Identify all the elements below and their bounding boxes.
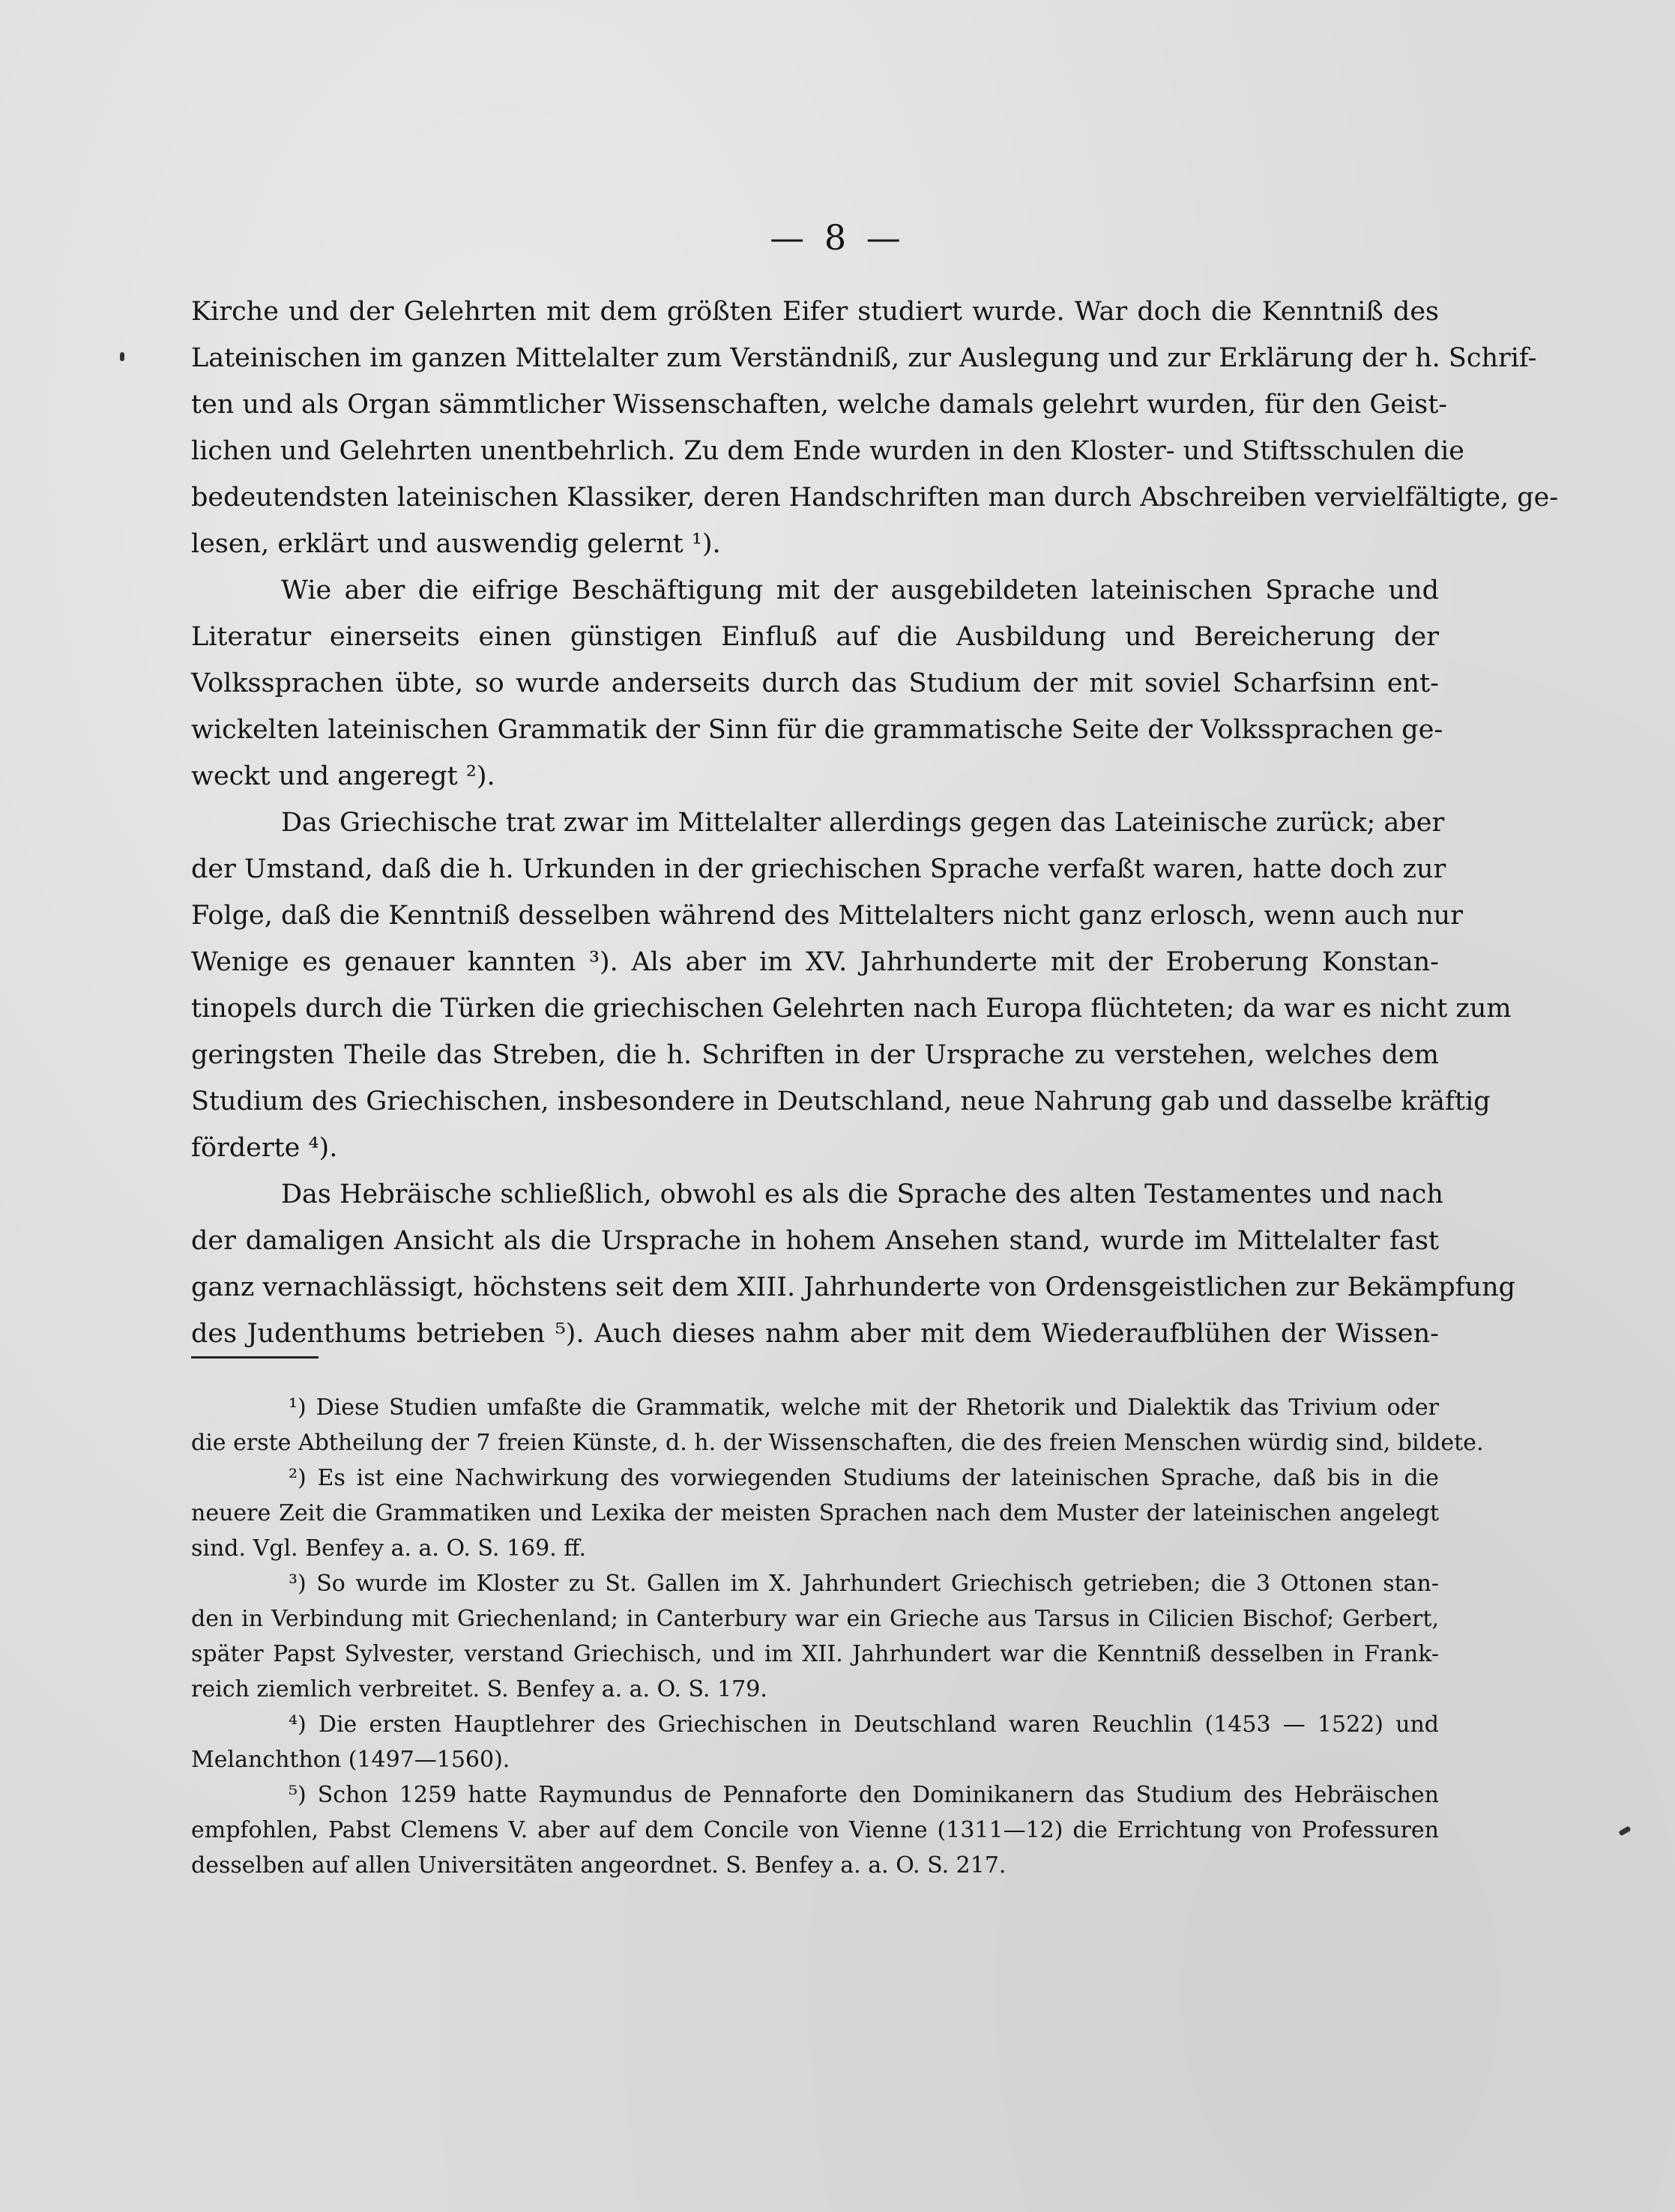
- text-line: wickelten lateinischen Grammatik der Sinn für die grammatische Seite der Volkssprachen ge-: [191, 715, 1443, 745]
- text-line: der Umstand, daß die h. Urkunden in der griechischen Sprache verfaßt waren, hatte doch zur: [191, 854, 1446, 884]
- text-line: Wie aber die eifrige Beschäftigung mit der ausgebildeten lateinischen Sprache und: [281, 575, 1439, 605]
- footnote-line: den in Verbindung mit Griechenland; in Canterbury war ein Grieche aus Tarsus in Cilicien Bischof; Gerbert,: [191, 1606, 1439, 1632]
- footnote-line: empfohlen, Pabst Clemens V. aber auf dem Concile von Vienne (1311—12) die Errichtung von Professuren: [191, 1817, 1439, 1843]
- text-line: Lateinischen im ganzen Mittelalter zum Verständniß, zur Auslegung und zur Erklärung der h. Schrif-: [191, 343, 1537, 373]
- footnote-line: ⁴) Die ersten Hauptlehrer des Griechischen in Deutschland waren Reuchlin (1453 — 1522) und: [289, 1711, 1439, 1738]
- text-line: Volkssprachen übte, so wurde anderseits durch das Studium der mit soviel Scharfsinn ent-: [191, 668, 1439, 698]
- text-line: geringsten Theile das Streben, die h. Schriften in der Ursprache zu verstehen, welches dem: [191, 1040, 1439, 1070]
- text-line: Wenige es genauer kannten ³). Als aber im XV. Jahrhunderte mit der Eroberung Konstan-: [191, 947, 1439, 977]
- footnote-divider: [191, 1356, 319, 1359]
- text-line: Kirche und der Gelehrten mit dem größten Eifer studiert wurde. War doch die Kenntniß des: [191, 297, 1439, 327]
- text-line: förderte ⁴).: [191, 1133, 338, 1163]
- footnote-line: ⁵) Schon 1259 hatte Raymundus de Pennaforte den Dominikanern das Studium des Hebräischen: [289, 1782, 1439, 1808]
- footnote-line: ³) So wurde im Kloster zu St. Gallen im X. Jahrhundert Griechisch getrieben; die 3 Ottonen stan-: [289, 1571, 1439, 1597]
- margin-speck: [1618, 1825, 1631, 1836]
- footnotes: [191, 1390, 1484, 1883]
- text-line: Literatur einerseits einen günstigen Einfluß auf die Ausbildung und Bereicherung der: [191, 622, 1439, 652]
- text-line: des Judenthums betrieben ⁵). Auch dieses nahm aber mit dem Wiederaufblühen der Wissen-: [191, 1319, 1439, 1349]
- footnote-line: neuere Zeit die Grammatiken und Lexika der meisten Sprachen nach dem Muster der lateinischen angelegt: [191, 1500, 1439, 1526]
- text-line: Das Hebräische schließlich, obwohl es als die Sprache des alten Testamentes und nach: [281, 1179, 1443, 1209]
- footnote-line: sind. Vgl. Benfey a. a. O. S. 169. ff.: [191, 1535, 587, 1562]
- footnote-line: desselben auf allen Universitäten angeordnet. S. Benfey a. a. O. S. 217.: [191, 1852, 1006, 1879]
- page-number: — 8 —: [770, 217, 905, 258]
- text-line: Folge, daß die Kenntniß desselben während des Mittelalters nicht ganz erlosch, wenn auch nur: [191, 901, 1463, 931]
- margin-speck: [120, 352, 124, 361]
- footnote-line: später Papst Sylvester, verstand Griechisch, und im XII. Jahrhundert war die Kenntniß desselben in Frank-: [191, 1641, 1439, 1667]
- footnote-line: Melanchthon (1497—1560).: [191, 1747, 510, 1773]
- footnote-line: die erste Abtheilung der 7 freien Künste, d. h. der Wissenschaften, die des freien Menschen würdig sind, bildete.: [191, 1430, 1484, 1456]
- text-line: weckt und angeregt ²).: [191, 761, 495, 791]
- text-line: ganz vernachlässigt, höchstens seit dem XIII. Jahrhunderte von Ordensgeistlichen zur Bekämpfung: [191, 1272, 1516, 1302]
- text-line: ten und als Organ sämmtlicher Wissenschaften, welche damals gelehrt wurden, für den Geist-: [191, 390, 1448, 420]
- text-line: lichen und Gelehrten unentbehrlich. Zu dem Ende wurden in den Kloster- und Stiftsschulen die: [191, 436, 1465, 466]
- main-text: [191, 288, 1559, 1357]
- text-line: tinopels durch die Türken die griechischen Gelehrten nach Europa flüchteten; da war es nicht zum: [191, 994, 1512, 1024]
- footnote-line: ²) Es ist eine Nachwirkung des vorwiegenden Studiums der lateinischen Sprache, daß bis in die: [289, 1465, 1439, 1491]
- text-line: bedeutendsten lateinischen Klassiker, deren Handschriften man durch Abschreiben vervielfältigte, ge-: [191, 483, 1559, 513]
- footnote-line: reich ziemlich verbreitet. S. Benfey a. a. O. S. 179.: [191, 1676, 767, 1702]
- text-line: Das Griechische trat zwar im Mittelalter allerdings gegen das Lateinische zurück; aber: [281, 808, 1445, 838]
- text-line: lesen, erklärt und auswendig gelernt ¹).: [191, 529, 721, 559]
- text-line: der damaligen Ansicht als die Ursprache in hohem Ansehen stand, wurde im Mittelalter fast: [191, 1226, 1439, 1256]
- footnote-line: ¹) Diese Studien umfaßte die Grammatik, welche mit der Rhetorik und Dialektik das Trivium oder: [289, 1394, 1439, 1421]
- text-line: Studium des Griechischen, insbesondere in Deutschland, neue Nahrung gab und dasselbe kräftig: [191, 1087, 1491, 1116]
